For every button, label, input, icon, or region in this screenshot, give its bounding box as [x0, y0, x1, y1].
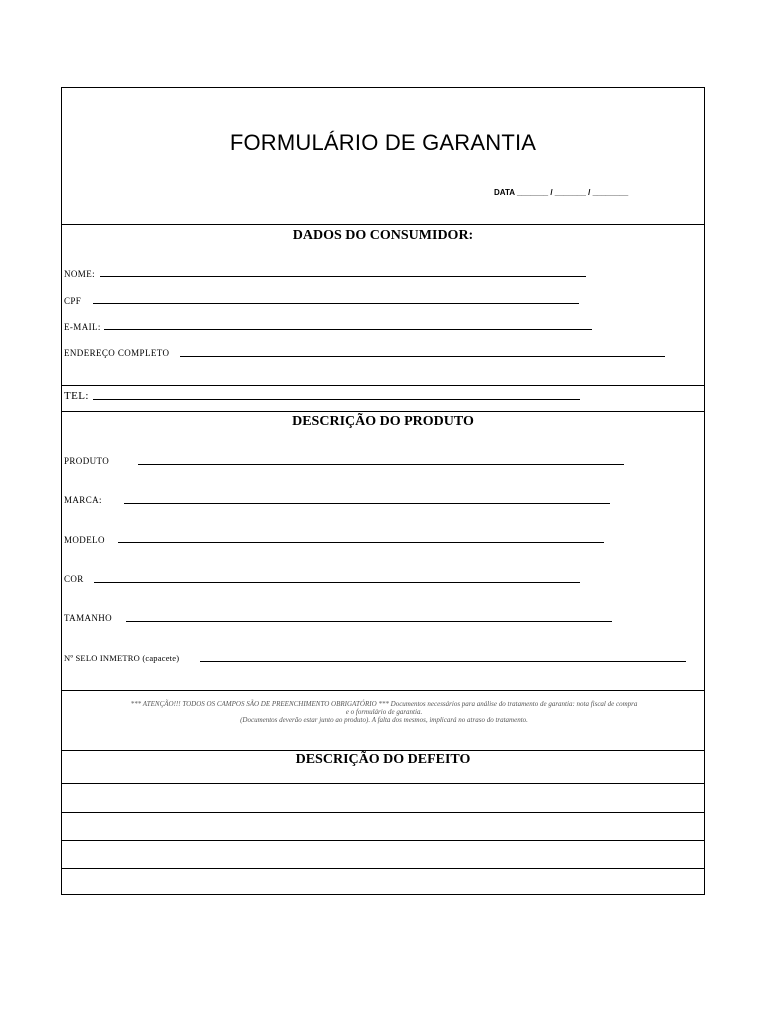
marca-label: MARCA:: [64, 495, 102, 505]
email-input-line[interactable]: [104, 329, 592, 330]
divider: [62, 224, 704, 225]
divider: [62, 385, 704, 386]
consumer-section-title: DADOS DO CONSUMIDOR:: [292, 228, 474, 243]
divider: [62, 411, 704, 412]
date-field[interactable]: DATA _______ / _______ / ________: [494, 188, 629, 197]
modelo-input-line[interactable]: [118, 542, 604, 543]
warning-line: e o formulário de garantia.: [345, 708, 423, 716]
marca-input-line[interactable]: [124, 503, 610, 504]
divider: [62, 750, 704, 751]
warning-note: [66, 700, 702, 724]
cor-input-line[interactable]: [94, 582, 580, 583]
warning-line: (Documentos deverão estar junto ao produto). A falta dos mesmos, implicará no atraso do tratamento.: [240, 716, 528, 724]
nome-input-line[interactable]: [100, 276, 586, 277]
modelo-label: MODELO: [64, 535, 105, 545]
tamanho-label: TAMANHO: [64, 613, 113, 623]
tel-label: TEL:: [64, 390, 89, 402]
cpf-input-line[interactable]: [93, 303, 579, 304]
divider: [62, 690, 704, 691]
produto-label: PRODUTO: [64, 456, 110, 466]
endereco-input-line[interactable]: [180, 356, 665, 357]
tel-input-line[interactable]: [93, 399, 580, 400]
defect-row-line[interactable]: [62, 840, 704, 841]
cpf-label: CPF: [64, 296, 82, 306]
defect-section-title: DESCRIÇÃO DO DEFEITO: [295, 752, 471, 767]
nome-label: NOME:: [64, 269, 95, 279]
email-label: E-MAIL:: [64, 322, 101, 332]
defect-row-line[interactable]: [62, 812, 704, 813]
selo-input-line[interactable]: [200, 661, 686, 662]
product-section-title: DESCRIÇÃO DO PRODUTO: [292, 414, 474, 429]
selo-label: Nº SELO INMETRO (capacete): [64, 653, 180, 663]
produto-input-line[interactable]: [138, 464, 624, 465]
defect-row-line[interactable]: [62, 783, 704, 784]
warranty-form: [61, 87, 705, 895]
tamanho-input-line[interactable]: [126, 621, 612, 622]
defect-row-line[interactable]: [62, 868, 704, 869]
warning-line: *** ATENÇÃO!!! TODOS OS CAMPOS SÃO DE PREENCHIMENTO OBRIGATÓRIO *** Documentos necessários para análise do tratamento de garantia: nota fiscal de compra: [130, 700, 638, 708]
form-title: FORMULÁRIO DE GARANTIA: [229, 130, 537, 155]
endereco-label: ENDEREÇO COMPLETO: [64, 348, 170, 358]
cor-label: COR: [64, 574, 84, 584]
